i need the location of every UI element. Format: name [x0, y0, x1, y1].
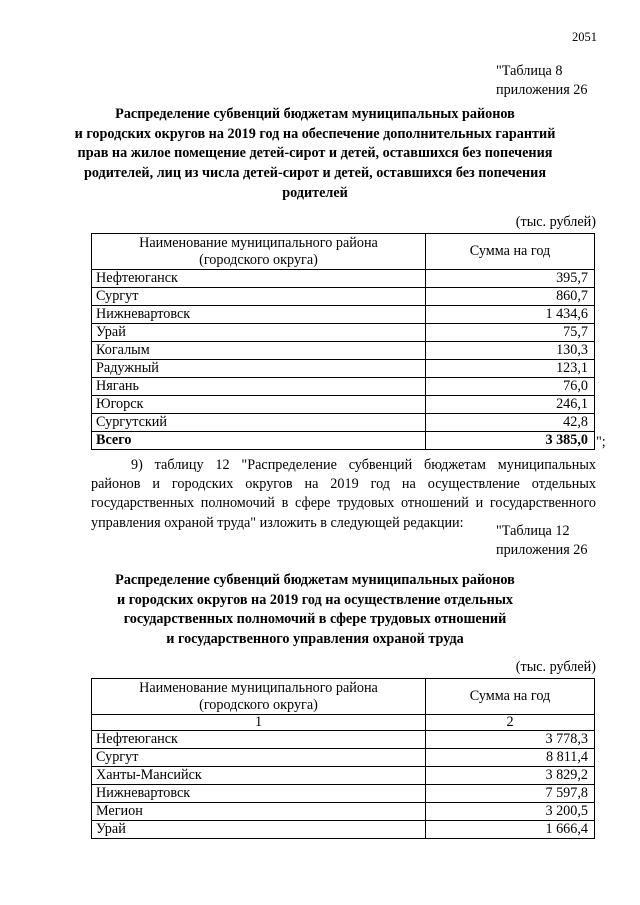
table8-body: [92, 270, 595, 450]
region-name: Когалым: [92, 342, 426, 360]
amount-value: 860,7: [426, 288, 595, 306]
table-row: [92, 288, 595, 306]
amount-value: 75,7: [426, 324, 595, 342]
region-name: Ханты-Мансийск: [92, 767, 426, 785]
table12-header-name: Наименование муниципального района (городского округа): [92, 679, 426, 715]
table-row: [92, 360, 595, 378]
table8-header-sum: Сумма на год: [426, 234, 595, 270]
region-name: Сургутский: [92, 414, 426, 432]
table-row: [92, 785, 595, 803]
table8-unit: (тыс. рублей): [515, 214, 596, 230]
amount-value: 76,0: [426, 378, 595, 396]
amount-value: 3 829,2: [426, 767, 595, 785]
table12-colnum-2: 2: [426, 715, 595, 731]
region-name: Нефтеюганск: [92, 270, 426, 288]
table-row: [92, 378, 595, 396]
total-row: [92, 432, 595, 450]
table-row: [92, 414, 595, 432]
table-row: [92, 767, 595, 785]
table12-header-sum: Сумма на год: [426, 679, 595, 715]
table-row: [92, 803, 595, 821]
amount-value: 123,1: [426, 360, 595, 378]
amount-value: 42,8: [426, 414, 595, 432]
region-name: Нижневартовск: [92, 785, 426, 803]
table8: [91, 233, 595, 450]
amount-value: 7 597,8: [426, 785, 595, 803]
table8-closing-quote: ";: [596, 434, 606, 450]
region-name: Мегион: [92, 803, 426, 821]
total-value: 3 385,0: [426, 432, 595, 450]
region-name: Урай: [92, 821, 426, 839]
amount-value: 1 666,4: [426, 821, 595, 839]
table-row: [92, 324, 595, 342]
table12-body: [92, 731, 595, 839]
table12-reference: "Таблица 12 приложения 26: [496, 523, 588, 558]
region-name: Нягань: [92, 378, 426, 396]
table-row: [92, 731, 595, 749]
amount-value: 3 200,5: [426, 803, 595, 821]
table-row: [92, 749, 595, 767]
amount-value: 1 434,6: [426, 306, 595, 324]
table-row: [92, 396, 595, 414]
region-name: Югорск: [92, 396, 426, 414]
region-name: Сургут: [92, 288, 426, 306]
table12-colnum-1: 1: [92, 715, 426, 731]
table12-title: Распределение субвенций бюджетам муниципальных районов и городских округов на 2019 год на осуществление отдельных государственных полномочий в сфере трудовых отношений и государственного управления охраной труда: [115, 572, 515, 648]
region-name: Сургут: [92, 749, 426, 767]
table8-header-name: Наименование муниципального района (городского округа): [92, 234, 426, 270]
page-number: 2051: [572, 30, 597, 44]
table-row: [92, 821, 595, 839]
amendment-paragraph: 9) таблицу 12 "Распределение субвенций бюджетам муниципальных районов и городских округов на 2019 год на осуществление отдельных государственных полномочий в сфере трудовых отношений и государственного управления охраной труда" изложить в следующей редакции:: [91, 457, 596, 531]
amount-value: 246,1: [426, 396, 595, 414]
amount-value: 3 778,3: [426, 731, 595, 749]
table-row: [92, 270, 595, 288]
region-name: Нижневартовск: [92, 306, 426, 324]
region-name: Нефтеюганск: [92, 731, 426, 749]
total-label: Всего: [92, 432, 426, 450]
amount-value: 130,3: [426, 342, 595, 360]
region-name: Урай: [92, 324, 426, 342]
table-row: [92, 342, 595, 360]
region-name: Радужный: [92, 360, 426, 378]
table-row: [92, 306, 595, 324]
table12: [91, 678, 595, 839]
table8-reference: "Таблица 8 приложения 26: [496, 63, 588, 98]
amount-value: 8 811,4: [426, 749, 595, 767]
table12-unit: (тыс. рублей): [515, 659, 596, 675]
table8-title: Распределение субвенций бюджетам муниципальных районов и городских округов на 2019 год на обеспечение дополнительных гарантий прав на жилое помещение детей-сирот и детей, оставшихся без попечения родителей, лиц из числа детей-сирот и детей, оставшихся без попечения родителей: [74, 106, 556, 201]
amount-value: 395,7: [426, 270, 595, 288]
